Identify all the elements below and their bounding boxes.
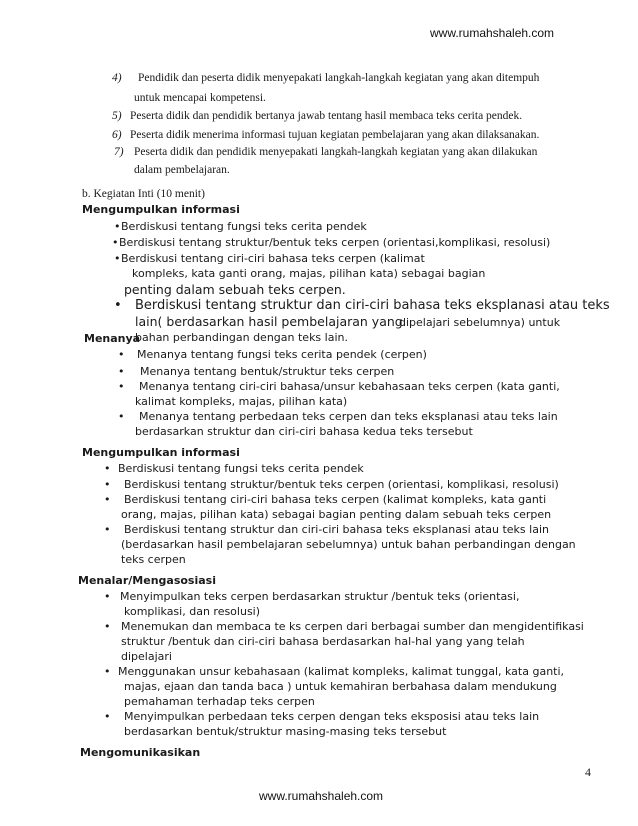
section-title: Mengumpulkan informasi — [82, 446, 240, 459]
list-item: Menanya tentang ciri-ciri bahasa/unsur kebahasaan teks cerpen (kata ganti, — [139, 380, 560, 393]
list-item: Berdiskusi tentang fungsi teks cerita pendek — [118, 462, 364, 475]
list-number: 5) — [112, 110, 122, 122]
list-item-continuation: berdasarkan struktur dan ciri-ciri bahasa kedua teks tersebut — [135, 425, 473, 438]
list-item-text: Pendidik dan peserta didik menyepakati langkah-langkah kegiatan yang akan ditempuh — [138, 72, 540, 84]
bullet-icon: • — [112, 236, 119, 249]
list-item: Berdiskusi tentang struktur dan ciri-ciri bahasa teks eksplanasi atau teks lain — [124, 523, 549, 536]
list-number: 6) — [112, 129, 122, 141]
list-item-continuation: kompleks, kata ganti orang, majas, pilihan kata) sebagai bagian — [132, 267, 486, 280]
bullet-icon: • — [104, 462, 111, 475]
list-item-continuation: pemahaman terhadap teks cerpen — [124, 695, 315, 708]
list-item: Menanya tentang fungsi teks cerita pendek (cerpen) — [137, 348, 427, 361]
list-item-text: Peserta didik dan pendidik bertanya jawab tentang hasil membaca teks cerita pendek. — [130, 110, 523, 122]
section-title: Mengumpulkan informasi — [82, 203, 240, 216]
page-number: 4 — [585, 765, 591, 779]
list-number: 4) — [112, 72, 122, 84]
list-item-continuation: penting dalam sebuah teks cerpen. — [124, 282, 346, 297]
list-item: Menemukan dan membaca te ks cerpen dari berbagai sumber dan mengidentifikasi — [121, 620, 584, 633]
list-item-continuation: kalimat kompleks, majas, pilihan kata) — [135, 395, 348, 408]
bullet-icon: • — [118, 348, 125, 361]
subsection-heading: b. Kegiatan Inti (10 menit) — [82, 188, 205, 200]
list-item-continuation: dipelajari — [121, 650, 172, 663]
list-item: Berdiskusi tentang struktur dan ciri-ciri bahasa teks eksplanasi atau teks — [135, 298, 610, 313]
section-title: Menalar/Mengasosiasi — [78, 574, 216, 587]
bullet-icon: • — [118, 410, 125, 423]
list-item: Berdiskusi tentang ciri-ciri bahasa teks cerpen (kalimat — [121, 252, 425, 265]
list-item-continuation: teks cerpen — [121, 553, 186, 566]
list-item-continuation: (berdasarkan hasil pembelajaran sebelumnya) untuk bahan perbandingan dengan — [121, 538, 576, 551]
bullet-icon: • — [104, 710, 111, 723]
list-item-continuation: lain( berdasarkan hasil pembelajaran yang — [135, 314, 403, 329]
footer-url: www.rumahshaleh.com — [259, 789, 384, 803]
bullet-icon: • — [118, 365, 125, 378]
list-item: Menggunakan unsur kebahasaan (kalimat kompleks, kalimat tunggal, kata ganti, — [118, 665, 565, 678]
section-title: Menanya — [84, 332, 141, 345]
list-item-continuation: struktur /bentuk dan ciri-ciri bahasa berdasarkan hal-hal yang yang telah — [121, 635, 525, 648]
bullet-icon: • — [114, 220, 121, 233]
bullet-icon: • — [104, 523, 111, 536]
list-item: Menyimpulkan perbedaan teks cerpen dengan teks eksposisi atau teks lain — [124, 710, 540, 723]
list-item: Berdiskusi tentang struktur/bentuk teks cerpen (orientasi, komplikasi, resolusi) — [124, 478, 559, 491]
list-item: Berdiskusi tentang struktur/bentuk teks cerpen (orientasi,komplikasi, resolusi) — [119, 236, 551, 249]
bullet-icon: • — [114, 298, 122, 313]
list-item: Berdiskusi tentang ciri-ciri bahasa teks cerpen (kalimat kompleks, kata ganti — [124, 493, 547, 506]
list-item-continuation: dipelajari sebelumnya) untuk — [399, 316, 561, 329]
list-item-text: Peserta didik menerima informasi tujuan kegiatan pembelajaran yang akan dilaksanakan. — [130, 129, 540, 141]
list-item-continuation: bahan perbandingan dengan teks lain. — [135, 331, 348, 344]
bullet-icon: • — [104, 590, 111, 603]
list-item-text: Peserta didik dan pendidik menyepakati langkah-langkah kegiatan yang akan dilakukan — [134, 146, 538, 158]
bullet-icon: • — [104, 493, 111, 506]
list-item-continuation: orang, majas, pilihan kata) sebagai bagian penting dalam sebuah teks cerpen — [121, 508, 552, 521]
list-item: Menanya tentang perbedaan teks cerpen dan teks eksplanasi atau teks lain — [139, 410, 558, 423]
bullet-icon: • — [118, 380, 125, 393]
section-title: Mengomunikasikan — [80, 746, 201, 759]
list-item-continuation: komplikasi, dan resolusi) — [124, 605, 261, 618]
bullet-icon: • — [114, 252, 121, 265]
list-item-continuation: dalam pembelajaran. — [134, 164, 230, 176]
list-item: Berdiskusi tentang fungsi teks cerita pendek — [121, 220, 367, 233]
list-item-continuation: berdasarkan bentuk/struktur masing-masing teks tersebut — [124, 725, 447, 738]
bullet-icon: • — [104, 478, 111, 491]
bullet-icon: • — [104, 620, 111, 633]
list-item-continuation: majas, ejaan dan tanda baca ) untuk kemahiran berbahasa dalam mendukung — [124, 680, 557, 693]
list-item-continuation: untuk mencapai kompetensi. — [134, 92, 266, 104]
list-number: 7) — [114, 146, 124, 158]
header-url: www.rumahshaleh.com — [430, 26, 555, 40]
bullet-icon: • — [104, 665, 111, 678]
list-item: Menanya tentang bentuk/struktur teks cerpen — [140, 365, 395, 378]
list-item: Menyimpulkan teks cerpen berdasarkan struktur /bentuk teks (orientasi, — [120, 590, 520, 603]
